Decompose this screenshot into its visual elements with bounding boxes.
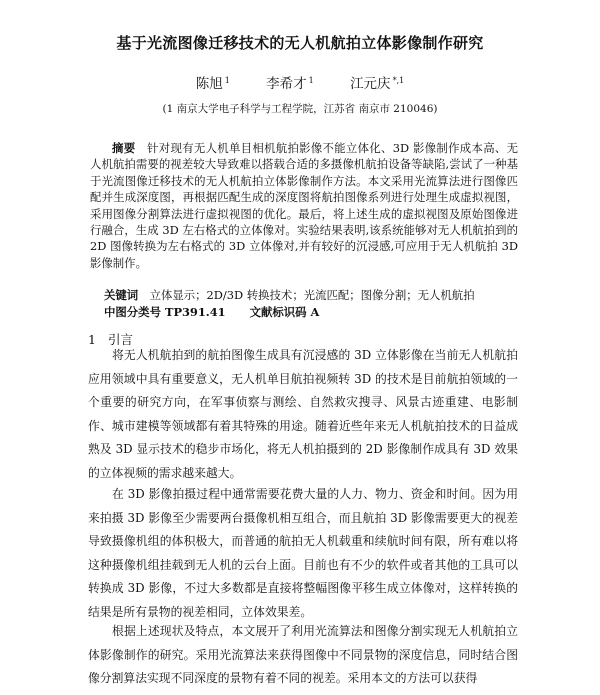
abstract-label: 摘要: [112, 141, 136, 155]
section-number: 1: [88, 332, 96, 347]
doc-code: A: [310, 305, 320, 319]
author: 李希才 $^1$: [266, 75, 314, 92]
doc-code-label: 文献标识码: [249, 305, 307, 319]
author: 江元庆 $^{*,1}$: [350, 75, 405, 92]
author-affiliation-marker: 1: [308, 75, 314, 85]
paper-title: 基于光流图像迁移技术的无人机航拍立体影像制作研究: [116, 34, 484, 52]
author: 陈旭 $^1$: [195, 75, 230, 92]
keywords: [104, 287, 475, 303]
body-paragraph: 将无人机航拍到的航拍图像生成具有沉浸感的 3D 立体影像在当前无人机航拍应用领域中具有重要意义，无人机单目航拍视频转 3D 的技术是目前航拍领域的一个重要的研究方向，在军事侦察与测绘、自然救灾搜寻、风景古迹重建、电影制作、城市建模等领域都有着其特殊的用途。随着近些年来无人机航拍技术的日益成熟及 3D 显示技术的稳步市场化，将无人机拍摄到的 2D 影像制作成具有 3D 效果的立体视频的需求越来越大。: [88, 348, 518, 480]
keywords-label: 关键词: [104, 288, 139, 302]
classification: [104, 304, 319, 320]
keywords-text: 立体显示；2D/3D 转换技术；光流匹配；图像分割；无人机航拍: [149, 288, 475, 302]
affiliation: (1 南京大学电子科学与工程学院，江苏省 南京市 210046): [162, 103, 438, 115]
clc-label: 中图分类号: [104, 305, 161, 319]
clc-code: TP391.41: [164, 305, 226, 319]
body-paragraph: 根据上述现状及特点，本文展开了利用光流算法和图像分割实现无人机航拍立体影像制作的研究。采用光流算法来获得图像中不同景物的深度信息，同时结合图像分割算法实现不同深度的景物有着不同的视差。采用本文的方法可以获得: [88, 624, 518, 686]
body-paragraph: 在 3D 影像拍摄过程中通常需要花费大量的人力、物力、资金和时间。因为用来拍摄 3D 影像至少需要两台摄像机相互组合，而且航拍 3D 影像需要更大的视差导致摄像机组的体积极大，而普通的航拍无人机载重和续航时间有限，所有难以将这种摄像机组挂载到无人机的云台上面。目前也有不少的软件或者其他的工具可以转换成 3D 影像，不过大多数都是直接将整幅图像平移生成立体像对，这样转换的结果是所有景物的视差相同，立体效果差。: [88, 487, 518, 619]
author-affiliation-marker: *,1: [392, 75, 405, 85]
abstract-text: 针对现有无人机单目相机航拍影像不能立体化、3D 影像制作成本高、无人机航拍需要的视差较大导致难以搭载合适的多摄像机航拍设备等缺陷,尝试了一种基于光流图像迁移技术的无人机航拍立体影像制作方法。本文采用光流算法进行图像匹配并生成深度图，再根据匹配生成的深度图将航拍图像系列进行处理生成虚拟视图，采用图像分割算法进行虚拟视图的优化。最后，将上述生成的虚拟视图及原始图像进行融合，生成 3D 左右格式的立体像对。实验结果表明,该系统能够对无人机航拍到的 2D 图像转换为左右格式的 3D 立体像对,并有较好的沉浸感,可应用于无人机航拍 3D 影像制作。: [90, 141, 518, 270]
author-affiliation-marker: 1: [224, 75, 230, 85]
abstract: [90, 140, 518, 271]
section-title: 引言: [107, 332, 133, 347]
author-list: [0, 72, 600, 92]
